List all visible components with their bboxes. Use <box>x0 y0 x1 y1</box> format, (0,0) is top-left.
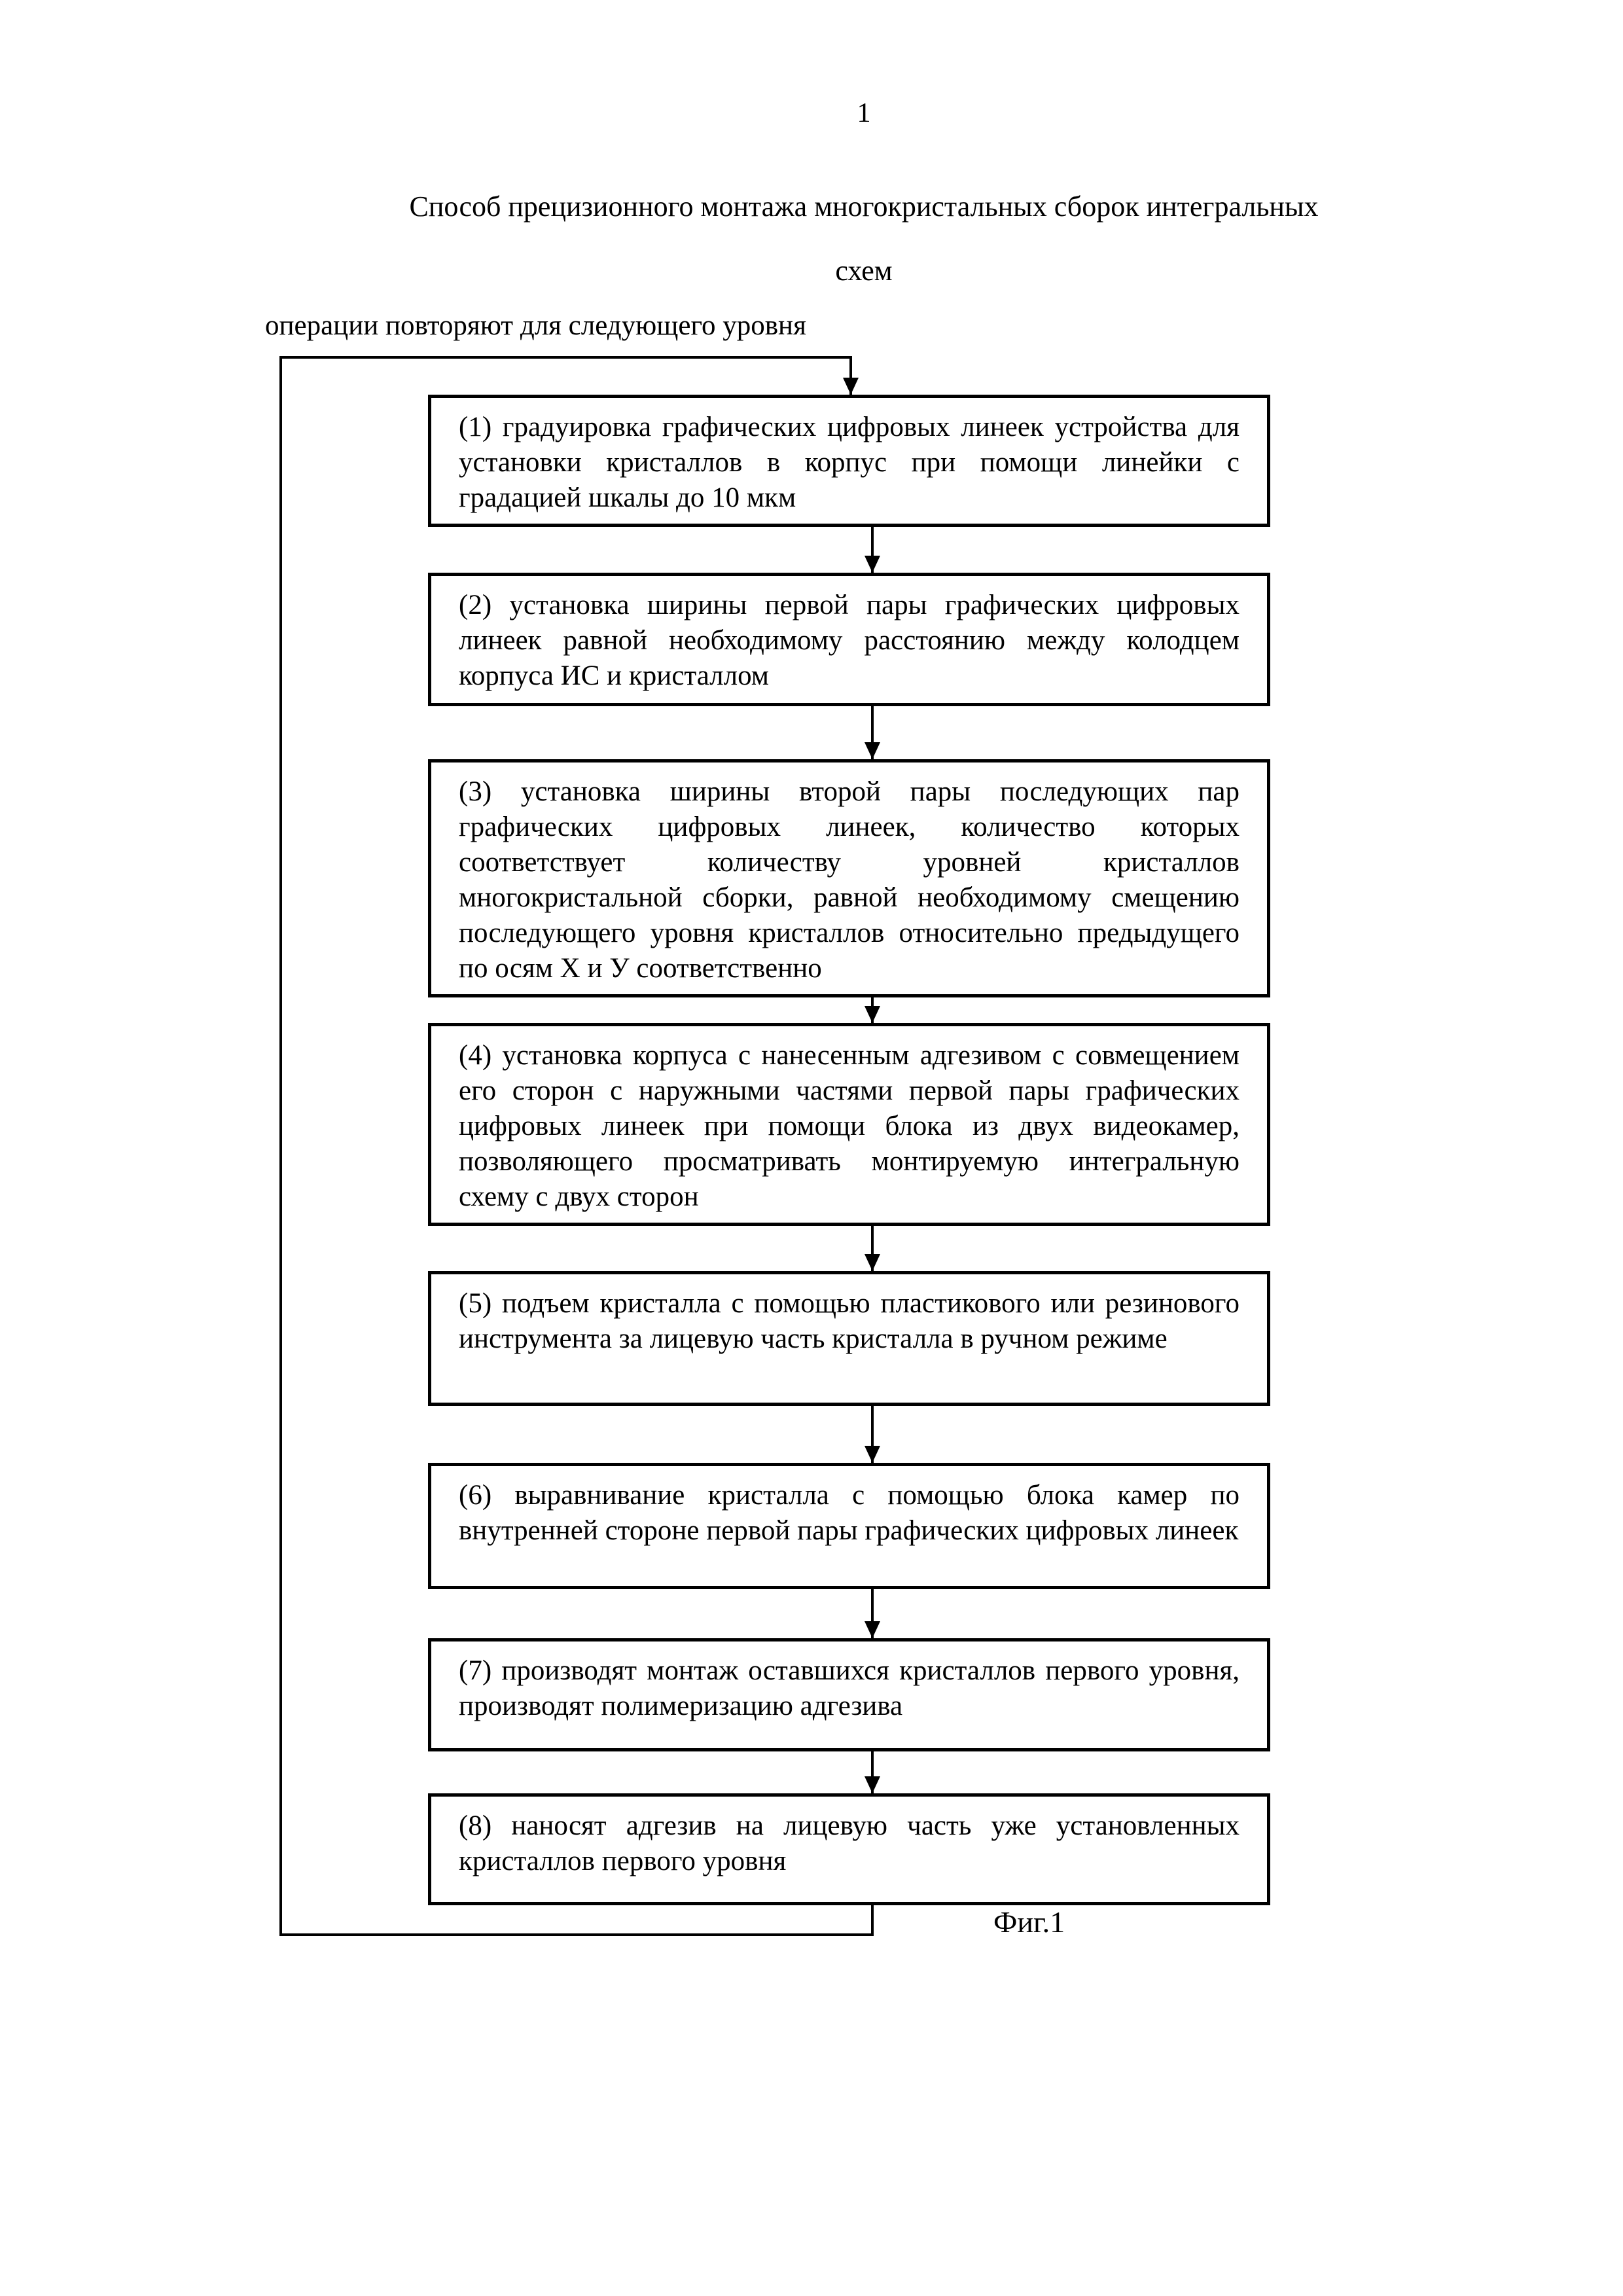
step-box-5: (5) подъем кристалла с помощью пластикового или резинового инструмента за лицевую часть кристалла в ручном режиме <box>428 1271 1270 1406</box>
step-box-3: (3) установка ширины второй пары последующих пар графических цифровых линеек, количество которых соответствует количеству уровней кристаллов многокристальной сборки, равной необходимому смещению последующего уровня кристаллов относительно предыдущего по осям Х и У соответственно <box>428 759 1270 997</box>
step-box-1: (1) градуировка графических цифровых линеек устройства для установки кристаллов в корпус при помощи линейки с градацией шкалы до 10 мкм <box>428 395 1270 527</box>
step-box-7: (7) производят монтаж оставшихся кристаллов первого уровня, производят полимеризацию адгезива <box>428 1638 1270 1751</box>
step-box-8: (8) наносят адгезив на лицевую часть уже установленных кристаллов первого уровня <box>428 1793 1270 1905</box>
step-box-4: (4) установка корпуса с нанесенным адгезивом с совмещением его сторон с наружными частями первой пары графических цифровых линеек при помощи блока из двух видеокамер, позволяющего просматривать монтируемую интегральную схему с двух сторон <box>428 1023 1270 1226</box>
page-title: Способ прецизионного монтажа многокристальных сборок интегральных <box>409 190 1319 223</box>
loop-repeat-label: операции повторяют для следующего уровня <box>265 310 806 341</box>
step-box-6: (6) выравнивание кристалла с помощью блока камер по внутренней стороне первой пары графических цифровых линеек <box>428 1463 1270 1589</box>
figure-caption: Фиг.1 <box>993 1905 1065 1939</box>
page-title-second-line: схем <box>835 255 893 287</box>
page-number: 1 <box>857 98 871 128</box>
step-box-2: (2) установка ширины первой пары графических цифровых линеек равной необходимому расстоянию между колодцем корпуса ИС и кристаллом <box>428 573 1270 706</box>
